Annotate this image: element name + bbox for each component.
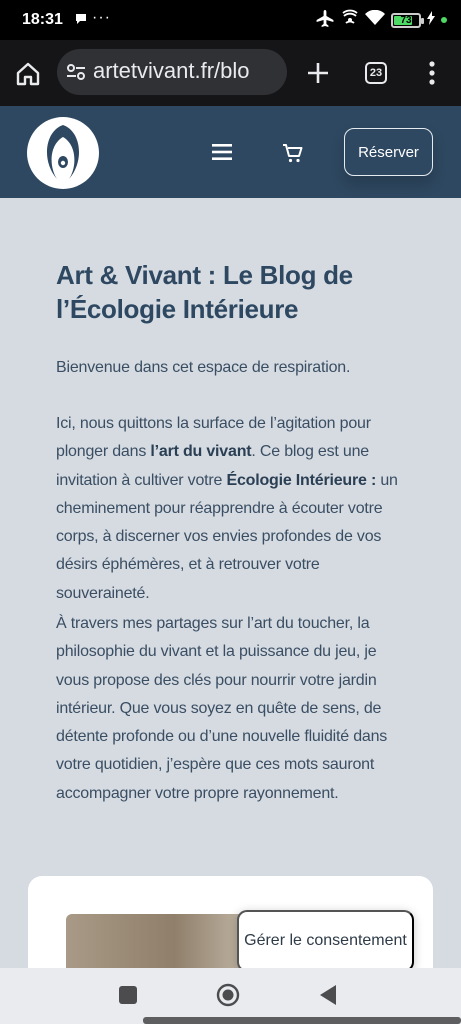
- home-circle-icon[interactable]: [216, 983, 240, 1007]
- hamburger-icon[interactable]: [212, 143, 232, 161]
- site-logo[interactable]: [27, 117, 99, 189]
- status-bar: [0, 0, 461, 40]
- battery-icon: [391, 13, 421, 28]
- reserve-button[interactable]: Réserver: [344, 128, 433, 176]
- more-options-icon[interactable]: [425, 58, 439, 88]
- bold-art-du-vivant: l’art du vivant: [150, 443, 252, 461]
- privacy-indicator-dot: [441, 17, 447, 23]
- body-paragraph-1: Ici, nous quittons la surface de l’agitation pour plonger dans l’art du vivant. Ce blog est une invitation à cultiver votre Écologie Intérieure : un cheminement pour réapprendre à écouter votre corps, à discerner vos envies profondes de vos désirs éphémères, et à retrouver votre souveraineté.: [56, 415, 398, 602]
- url-text: artetvivant.fr/blo: [93, 58, 250, 83]
- site-header: [0, 106, 461, 198]
- bold-ecologie-interieure: Écologie Intérieure :: [226, 471, 377, 489]
- body-paragraph-2: À travers mes partages sur l’art du toucher, la philosophie du vivant et la puissance du jeu, je vous propose des clés pour nourrir votre jardin intérieur. Que vous soyez en quête de sens, de détente profonde ou d’une nouvelle fluidité dans votre quotidien, j’espère que ces mots sauront accompagner votre propre rayonnement.: [56, 615, 388, 802]
- hotspot-icon: [341, 9, 359, 31]
- home-icon[interactable]: [14, 60, 42, 88]
- cart-icon[interactable]: [282, 142, 304, 164]
- system-nav-bar: [0, 968, 461, 1024]
- airplane-icon: [315, 9, 335, 31]
- status-icons: [315, 9, 447, 31]
- browser-toolbar: [0, 40, 461, 106]
- status-time: 18:31: [22, 11, 63, 28]
- gesture-bar: [143, 1017, 461, 1024]
- battery-level: 73: [400, 14, 412, 26]
- address-bar[interactable]: [57, 49, 287, 95]
- overflow-dots: ···: [92, 9, 111, 26]
- new-tab-icon[interactable]: [303, 58, 333, 88]
- charging-icon: [427, 11, 435, 29]
- back-triangle-icon[interactable]: [318, 983, 338, 1007]
- page-title: Art & Vivant : Le Blog de l’Écologie Intérieure: [56, 260, 353, 324]
- tab-switcher-button[interactable]: 23: [365, 62, 387, 84]
- main-content: [0, 198, 461, 968]
- site-settings-icon[interactable]: [66, 63, 86, 81]
- intro-paragraph: Bienvenue dans cet espace de respiration.: [56, 359, 351, 376]
- chat-bubble-icon: [74, 12, 88, 29]
- wifi-icon: [365, 10, 385, 30]
- article-card-image[interactable]: [66, 914, 246, 968]
- manage-consent-button[interactable]: Gérer le consentement: [237, 910, 414, 968]
- recent-apps-icon[interactable]: [119, 986, 137, 1004]
